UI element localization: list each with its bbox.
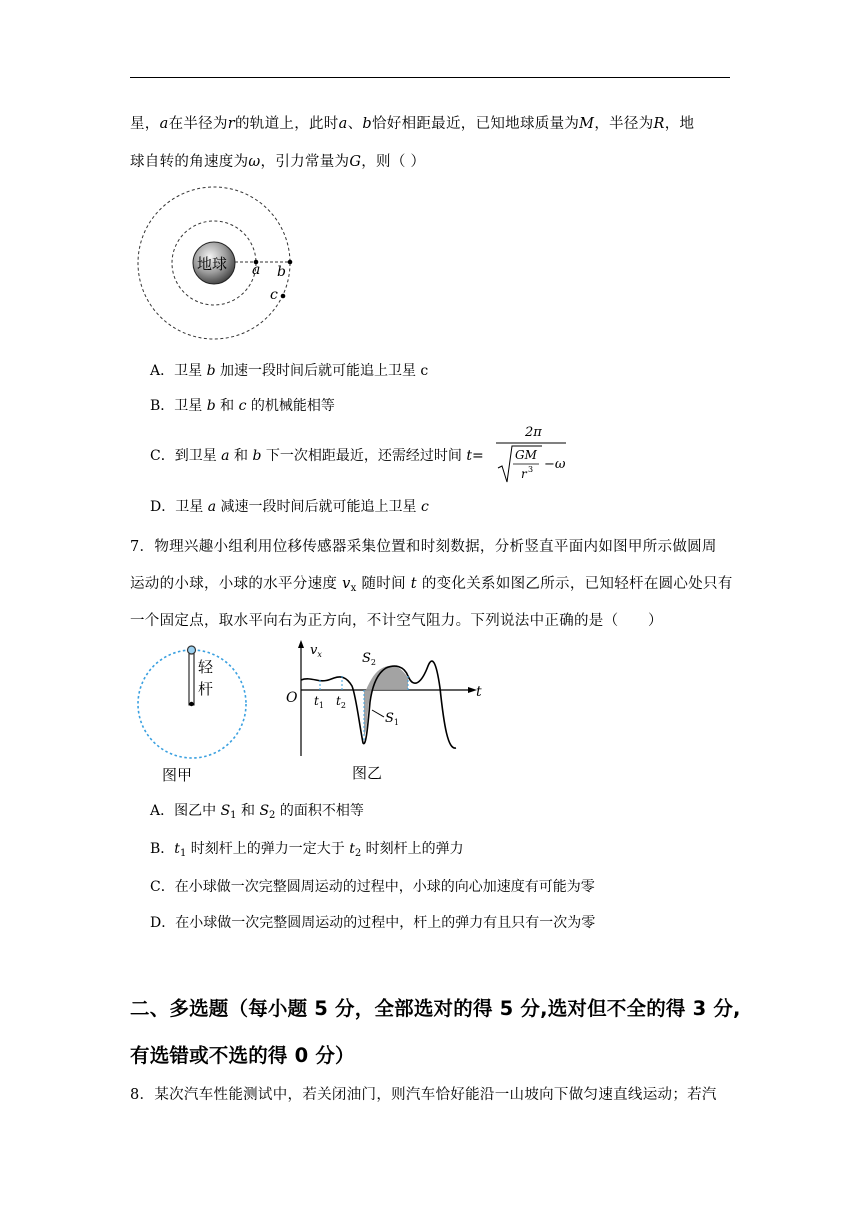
q6-option-d[interactable]: D．卫星 a 减速一段时间后就可能追上卫星 c	[150, 499, 429, 515]
vx-curve	[301, 661, 456, 748]
svg-text:t1: $t_1$	[314, 694, 324, 710]
q7-option-c[interactable]: C．在小球做一次完整圆周运动的过程中，小球的向心加速度有可能为零	[150, 879, 595, 895]
svg-text:r: r	[521, 467, 527, 481]
svg-text:t2: $t_2$	[336, 694, 346, 710]
satellite-c	[281, 294, 286, 299]
satellite-b	[288, 260, 293, 265]
q7-stem-line-2: 运动的小球，小球的水平分速度 $v_x$ 随时间 t 的变化关系如图乙所示，已知轻杆在圆心处只有	[130, 576, 733, 594]
q7-stem-line-3: 一个固定点，取水平向右为正方向，不计空气阻力。下列说法中正确的是（ ）	[130, 613, 663, 629]
q6-stem-line-1: 星，a在半径为r的轨道上，此时a、b恰好相距最近，已知地球质量为M，半径为R，地	[130, 116, 695, 132]
caption-jia: 图甲	[162, 766, 193, 784]
q7-stem-line-1: 7．物理兴趣小组利用位移传感器采集位置和时刻数据，分析竖直平面内如图甲所示做圆周	[130, 539, 717, 555]
svg-text:t: t	[476, 684, 482, 700]
s2-area	[366, 666, 408, 690]
pivot-icon	[189, 702, 193, 706]
q6-option-a[interactable]: A．卫星 b 加速一段时间后就可能追上卫星 c	[150, 363, 429, 379]
q7-option-a[interactable]: A．图乙中 $S_1$ 和 $S_2$ 的面积不相等	[150, 803, 364, 821]
q6-orbit-figure	[135, 185, 295, 345]
svg-text:GM: GM	[515, 448, 537, 462]
svg-text:2π: 2π	[525, 425, 542, 440]
q7-figure-jia	[130, 642, 260, 787]
ball-icon	[188, 646, 196, 654]
q6-option-b[interactable]: B．卫星 b 和 c 的机械能相等	[150, 398, 335, 414]
q6-option-c-formula	[494, 422, 570, 488]
q6-option-c[interactable]: C．到卫星 a 和 b 下一次相距最近，还需经过时间 t=	[150, 448, 484, 464]
label-c: c	[270, 287, 278, 303]
caption-yi: 图乙	[352, 764, 383, 782]
q7-figure-yi	[280, 638, 490, 788]
q8-stem-line-1: 8．某次汽车性能测试中，若关闭油门，则汽车恰好能沿一山坡向下做匀速直线运动；若汽	[130, 1087, 717, 1103]
svg-text:O: O	[286, 690, 298, 706]
header-rule	[130, 77, 730, 78]
q7-option-d[interactable]: D．在小球做一次完整圆周运动的过程中，杆上的弹力有且只有一次为零	[150, 915, 596, 931]
label-b: b	[277, 264, 286, 280]
svg-text:−ω: −ω	[544, 457, 566, 472]
section-2-heading-line-1: 二、多选题（每小题 5 分，全部选对的得 5 分,选对但不全的得 3 分,	[130, 997, 741, 1020]
label-a: a	[252, 262, 261, 278]
svg-text:S2: $S_2$	[362, 651, 376, 667]
svg-text:杆: 杆	[198, 680, 214, 698]
section-2-heading-line-2: 有选错或不选的得 0 分）	[130, 1044, 355, 1067]
light-rod	[189, 649, 194, 705]
svg-text:S1: $S_1$	[385, 711, 399, 727]
svg-text:vx: $v_x$	[310, 643, 322, 659]
earth-label: 地球	[197, 255, 228, 273]
q7-option-b[interactable]: B．$t_1$ 时刻杆上的弹力一定大于 $t_2$ 时刻杆上的弹力	[150, 841, 464, 859]
svg-text:轻: 轻	[198, 658, 214, 676]
q6-stem-line-2: 球自转的角速度为ω，引力常量为G，则（ ）	[130, 154, 426, 170]
svg-text:3: 3	[528, 465, 534, 474]
